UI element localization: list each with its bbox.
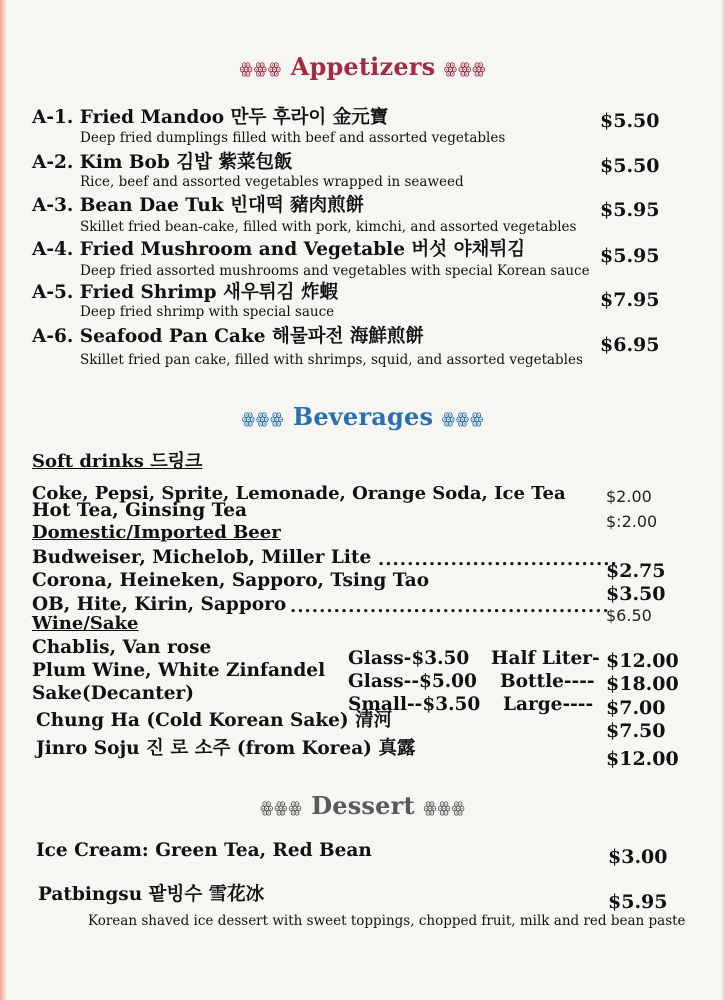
beverage-line: Hot Tea, Ginsing Tea xyxy=(32,500,248,521)
menu-item-price: $5.50 xyxy=(600,110,660,132)
dessert-item-price: $3.00 xyxy=(608,846,668,868)
dessert-item-name: Patbingsu 팥빙수 雪花冰 xyxy=(38,884,265,905)
menu-item-price: $5.50 xyxy=(600,155,660,177)
beverage-price: $3.50 xyxy=(606,583,666,605)
beverage-price: $2.00 xyxy=(606,487,652,506)
beverages-title: Beverages xyxy=(292,402,434,431)
size-label: Half Liter- xyxy=(491,648,600,669)
menu-item-name: A-3. Bean Dae Tuk 빈대떡 豬肉煎餅 xyxy=(32,195,365,216)
appetizers-title: Appetizers xyxy=(290,52,436,81)
beverage-line: Chablis, Van rose xyxy=(32,637,212,658)
page-edge-left xyxy=(0,0,7,1000)
dessert-section-title xyxy=(0,791,726,820)
menu-item-desc: Deep fried shrimp with special sauce xyxy=(80,304,335,320)
beverage-line: Sake(Decanter) xyxy=(32,683,195,704)
beverage-price: $12.00 xyxy=(606,650,679,672)
dot-leader: ............................................ xyxy=(290,596,610,617)
appetizers-section-title xyxy=(0,52,726,81)
dessert-item-name: Ice Cream: Green Tea, Red Bean xyxy=(36,840,372,861)
beverage-line: Plum Wine, White Zinfandel xyxy=(32,660,326,681)
dot-leader: ................................. xyxy=(378,549,618,570)
soft-drinks-heading: Soft drinks 드링크 xyxy=(32,451,203,472)
beverage-price: $12.00 xyxy=(606,748,679,770)
menu-item-desc: Rice, beef and assorted vegetables wrapped in seaweed xyxy=(80,174,464,190)
size-label: Bottle---- xyxy=(500,671,595,692)
beverage-line: Corona, Heineken, Sapporo, Tsing Tao xyxy=(32,570,430,591)
beer-heading: Domestic/Imported Beer xyxy=(32,522,281,543)
size-label: Large---- xyxy=(503,694,594,715)
wine-sake-heading: Wine/Sake xyxy=(32,613,139,634)
ornament-left-icon: ꙮꙮꙮ xyxy=(241,409,285,428)
glass-price: Glass-$3.50 xyxy=(348,648,470,669)
beverage-line: Jinro Soju 진 로 소주 (from Korea) 真露 xyxy=(36,738,416,759)
menu-item-price: $6.95 xyxy=(600,334,660,356)
beverage-price: $:2.00 xyxy=(606,512,658,531)
beverage-line: Chung Ha (Cold Korean Sake) 清河 xyxy=(36,710,393,731)
beverage-price: $18.00 xyxy=(606,673,679,695)
menu-item-desc: Deep fried dumplings filled with beef and assorted vegetables xyxy=(80,130,506,146)
menu-item-desc: Skillet fried bean-cake, filled with pork, kimchi, and assorted vegetables xyxy=(80,219,577,235)
menu-item-name: A-2. Kim Bob 김밥 紫菜包飯 xyxy=(32,152,293,173)
glass-price: Small--$3.50 xyxy=(348,694,481,715)
ornament-right-icon: ꙮꙮꙮ xyxy=(423,798,466,817)
menu-item-desc: Deep fried assorted mushrooms and vegetables with special Korean sauce xyxy=(80,263,590,279)
page-edge-right xyxy=(721,0,726,1000)
beverages-section-title xyxy=(0,402,726,431)
beverage-price: $6.50 xyxy=(606,606,652,625)
dessert-item-price: $5.95 xyxy=(608,891,668,913)
menu-item-price: $7.95 xyxy=(600,289,660,311)
ornament-right-icon: ꙮꙮꙮ xyxy=(441,409,485,428)
menu-item-name: A-6. Seafood Pan Cake 해물파전 海鮮煎餅 xyxy=(32,326,424,347)
menu-item-price: $5.95 xyxy=(600,245,660,267)
menu-item-name: A-1. Fried Mandoo 만두 후라이 金元寶 xyxy=(32,107,389,128)
beverage-price: $7.00 xyxy=(606,697,666,719)
beverage-line: Coke, Pepsi, Sprite, Lemonade, Orange Soda, Ice Tea xyxy=(32,483,566,504)
menu-item-name: A-4. Fried Mushroom and Vegetable 버섯 야채튀김 xyxy=(32,239,526,260)
beverage-price: $2.75 xyxy=(606,560,666,582)
beverage-line: OB, Hite, Kirin, Sapporo xyxy=(32,594,287,615)
menu-item-name: A-5. Fried Shrimp 새우튀김 炸蝦 xyxy=(32,282,338,303)
ornament-left-icon: ꙮꙮꙮ xyxy=(239,59,283,78)
ornament-right-icon: ꙮꙮꙮ xyxy=(443,59,487,78)
ornament-left-icon: ꙮꙮꙮ xyxy=(260,798,303,817)
beverage-line: Budweiser, Michelob, Miller Lite xyxy=(32,547,372,568)
dessert-title: Dessert xyxy=(311,791,415,820)
glass-price: Glass--$5.00 xyxy=(348,671,477,692)
menu-item-desc: Skillet fried pan cake, filled with shrimps, squid, and assorted vegetables xyxy=(80,352,583,368)
menu-item-price: $5.95 xyxy=(600,199,660,221)
beverage-price: $7.50 xyxy=(606,720,666,742)
dessert-item-desc: Korean shaved ice dessert with sweet toppings, chopped fruit, milk and red bean paste xyxy=(88,913,686,929)
